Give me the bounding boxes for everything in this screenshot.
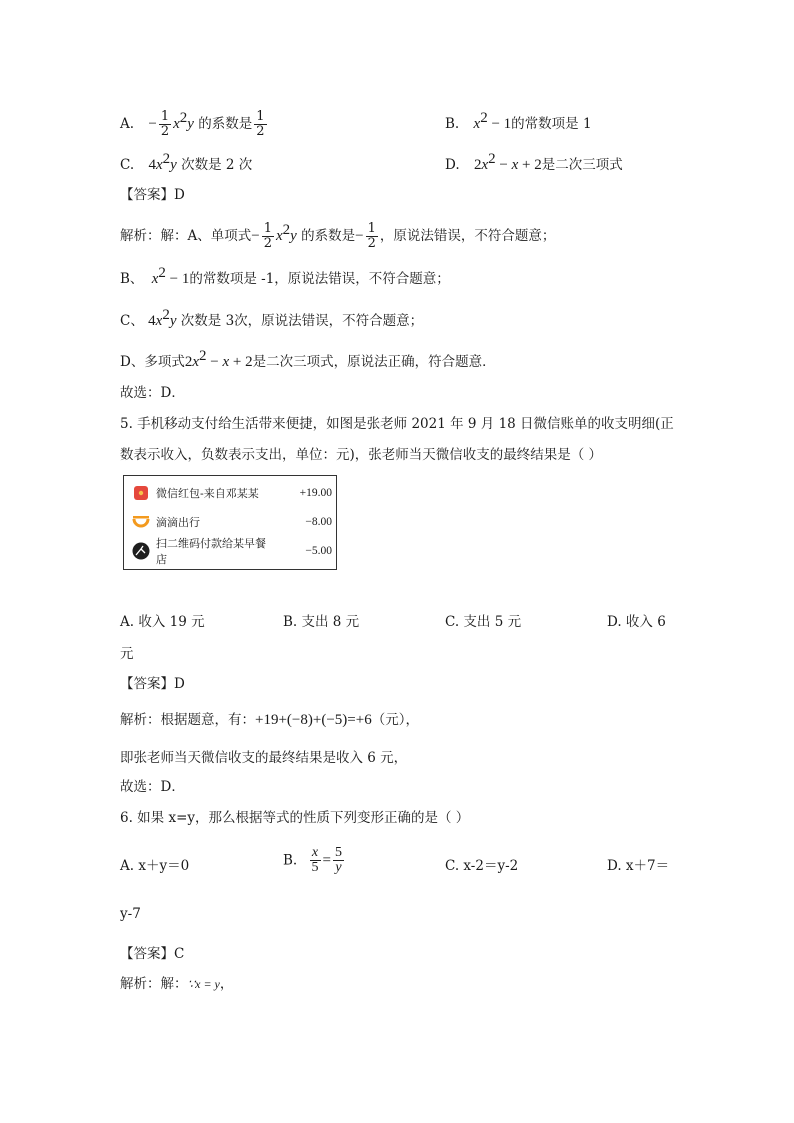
q6-option-d: D. x＋7＝ xyxy=(607,858,670,874)
bill-row: 微信红包-来自邓某某 +19.00 xyxy=(132,481,332,505)
q5-choose: 故选：D． xyxy=(120,779,185,795)
q6-option-b: B. $\frac{x}{5}$ = $\frac{5}{y}$ xyxy=(283,845,342,875)
q5-option-d: D. 收入 6 xyxy=(607,614,666,630)
bill-row: 扫二维码付款给某早餐店 −5.00 xyxy=(132,539,332,563)
q4-explanation-d: D、多项式$2x^2 - x + 2$是二次三项式，原说法正确，符合题意． xyxy=(120,348,496,370)
option-label: A. xyxy=(120,116,135,132)
q6-option-c: C. x-2＝y-2 xyxy=(445,858,519,874)
q5-option-d-wrap: 元 xyxy=(120,646,134,662)
q5-option-a: A. 收入 19 元 xyxy=(120,614,205,630)
q4-explanation-c: C、 $4x^2y$ 次数是 3次，原说法错误，不符合题意； xyxy=(120,307,424,329)
q6-option-d-wrap: y-7 xyxy=(120,906,141,922)
q5-stem-line2: 数表示收入，负数表示支出，单位：元)，张老师当天微信收支的最终结果是（ ） xyxy=(120,447,603,463)
q6-answer: 【答案】C xyxy=(120,946,185,962)
didi-icon xyxy=(132,513,150,531)
q4-option-d: D. $2x^2 - x + 2$是二次三项式 xyxy=(445,151,623,173)
q6-stem: 6. 如果 x=y，那么根据等式的性质下列变形正确的是（ ） xyxy=(120,810,470,826)
q5-option-c: C. 支出 5 元 xyxy=(445,614,522,630)
q4-option-a: A. − $\frac{1}{2}$ $x^2y$ 的系数是 $\frac{1}{2}$ xyxy=(120,109,265,139)
q6-explanation: 解析：解：∵x = y， xyxy=(120,976,234,992)
q5-stem-line1: 5. 手机移动支付给生活带来便捷，如图是张老师 2021 年 9 月 18 日微信账单的收支明细(正 xyxy=(120,416,674,432)
bill-row: 滴滴出行 −8.00 xyxy=(132,510,332,534)
q5-option-b: B. 支出 8 元 xyxy=(283,614,360,630)
q5-answer: 【答案】D xyxy=(120,676,185,692)
q5-explanation-line2: 即张老师当天微信收支的最终结果是收入 6 元， xyxy=(120,750,408,766)
red-packet-icon xyxy=(132,484,150,502)
q4-explanation-a: 解析：解：A、单项式− $\frac{1}{2}$ $x^2y$ 的系数是− $\frac{1}{2}$ ，原说法错误，不符合题意； xyxy=(120,221,556,251)
q6-option-a: A. x＋y＝0 xyxy=(120,858,190,874)
q4-explanation-b: B、 $x^2 - 1$的常数项是 -1，原说法错误，不符合题意； xyxy=(120,265,450,287)
q4-answer: 【答案】D xyxy=(120,187,185,203)
wechat-bill-box xyxy=(123,475,337,570)
q5-explanation: 解析：根据题意，有：+19+(−8)+(−5)=+6（元）， xyxy=(120,712,419,728)
q4-choose: 故选：D． xyxy=(120,385,185,401)
q4-option-c: C. $4x^2y$ 次数是 2 次 xyxy=(120,151,253,173)
scan-pay-icon xyxy=(132,542,150,560)
q4-option-b: B. $x^2 - 1$的常数项是 1 xyxy=(445,110,592,132)
